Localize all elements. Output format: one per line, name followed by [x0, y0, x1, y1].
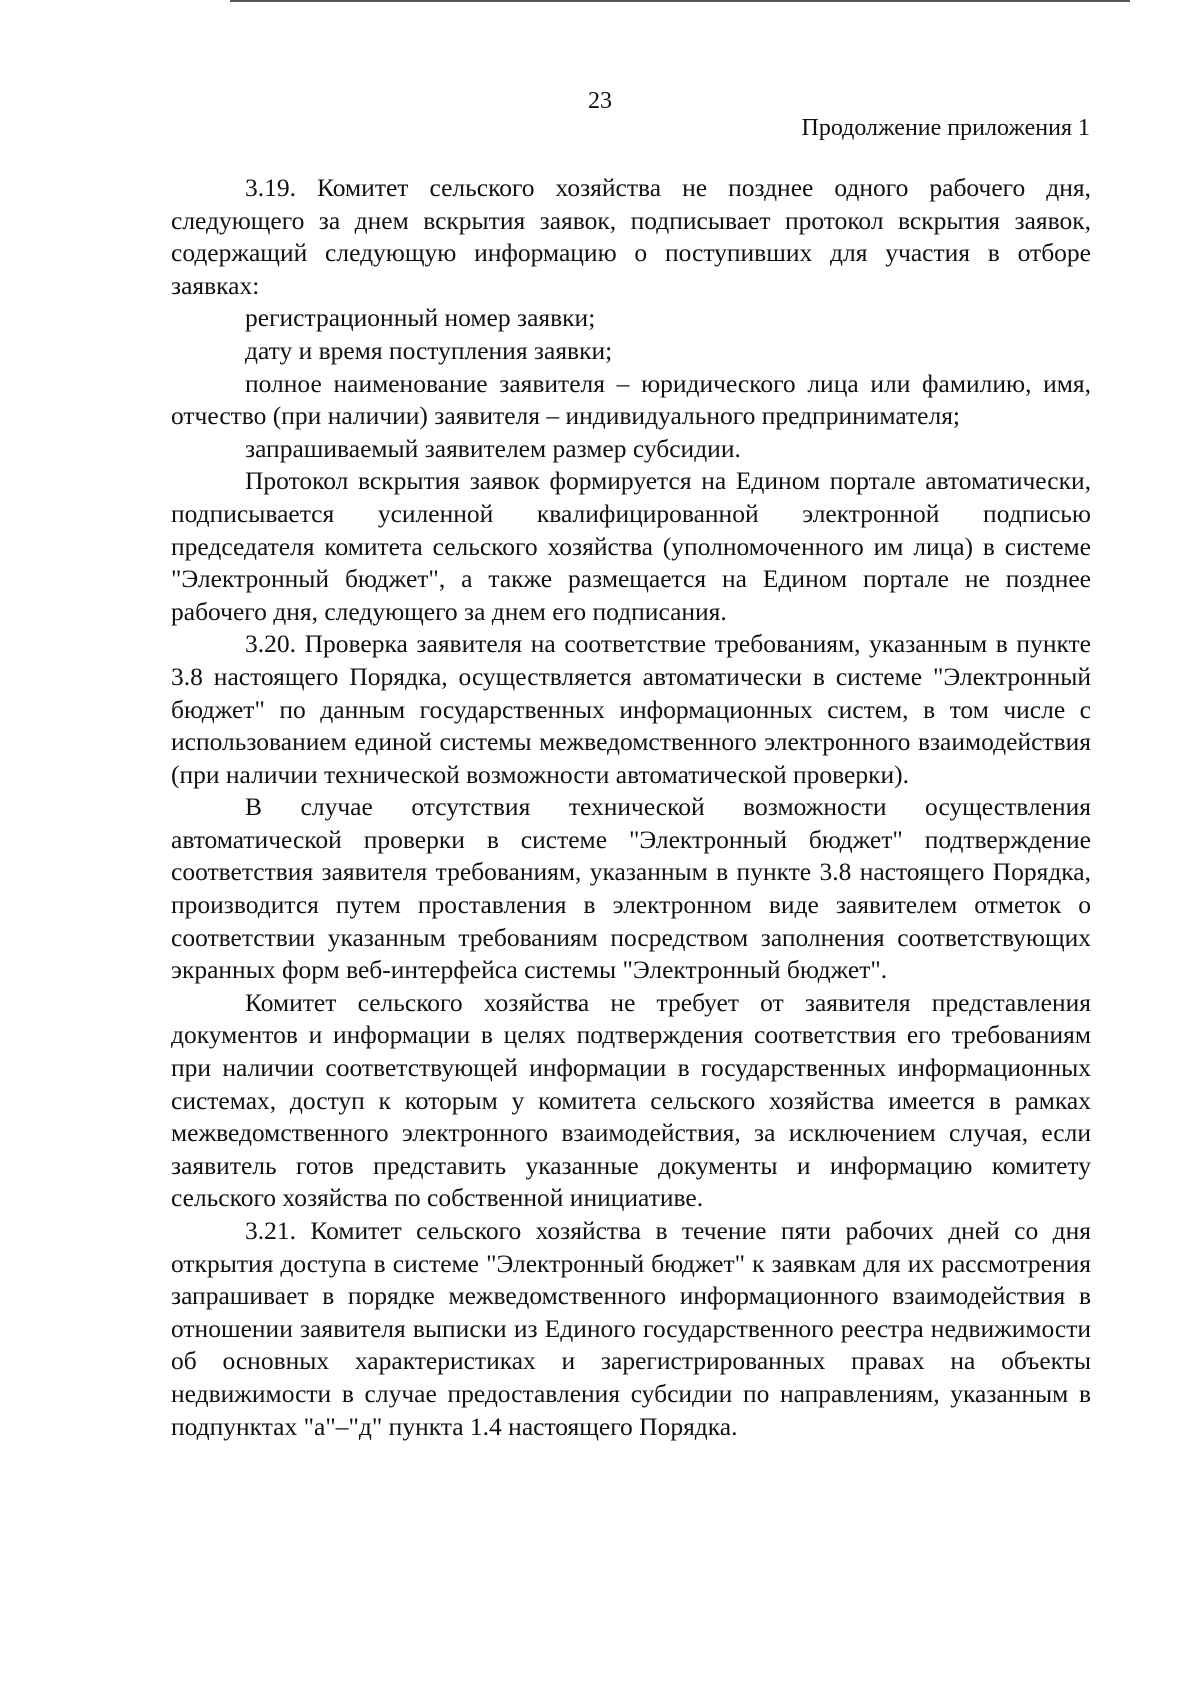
- paragraph-committee-not-require: Комитет сельского хозяйства не требует от заявителя представления документов и информации в целях подтверждения соответствия его требованиям при наличии соответствующей информации в государственных информационных системах, доступ к которым у комитета сельского хозяйства имеется в рамках межведомственного электронного взаимодействия, за исключением случая, если заявитель готов представить указанные документы и информацию комитету сельского хозяйства по собственной инициативе.: [171, 987, 1091, 1213]
- top-scan-edge: [230, 0, 1130, 2]
- page-number: 23: [588, 88, 612, 114]
- list-item-applicant-name: полное наименование заявителя – юридического лица или фамилию, имя, отчество (при наличии) заявителя – индивидуального предпринимателя;: [171, 368, 1091, 431]
- paragraph-protocol: Протокол вскрытия заявок формируется на Едином портале автоматически, подписывается усиленной квалифицированной электронной подписью председателя комитета сельского хозяйства (уполномоченного им лица) в системе "Электронный бюджет", а также размещается на Едином портале не позднее рабочего дня, следующего за днем его подписания.: [171, 466, 1091, 626]
- paragraph-3-20: 3.20. Проверка заявителя на соответствие требованиям, указанным в пункте 3.8 настоящего Порядка, осуществляется автоматически в системе "Электронный бюджет" по данным государственных информационных систем, в том числе с использованием единой системы межведомственного электронного взаимодействия (при наличии технической возможности автоматической проверки).: [171, 629, 1091, 789]
- paragraph-3-21: 3.21. Комитет сельского хозяйства в течение пяти рабочих дней со дня открытия доступа в системе "Электронный бюджет" к заявкам для их рассмотрения запрашивает в порядке межведомственного информационного взаимодействия в отношении заявителя выписки из Единого государственного реестра недвижимости об основных характеристиках и зарегистрированных правах на объекты недвижимости в случае предоставления субсидии по направлениям, указанным в подпунктах "а"–"д" пункта 1.4 настоящего Порядка.: [171, 1216, 1091, 1441]
- list-item-registration-number: регистрационный номер заявки;: [245, 303, 596, 333]
- appendix-continuation-note: Продолжение приложения 1: [801, 115, 1090, 141]
- paragraph-no-technical-possibility: В случае отсутствия технической возможности осуществления автоматической проверки в системе "Электронный бюджет" подтверждение соответствия заявителя требованиям, указанным в пункте 3.8 настоящего Порядка, производится путем проставления в электронном виде заявителем отметок о соответствии указанным требованиям посредством заполнения соответствующих экранных форм веб-интерфейса системы "Электронный бюджет".: [171, 792, 1091, 985]
- paragraph-3-19: 3.19. Комитет сельского хозяйства не позднее одного рабочего дня, следующего за днем вскрытия заявок, подписывает протокол вскрытия заявок, содержащий следующую информацию о поступивших для участия в отборе заявках:: [171, 173, 1091, 300]
- list-item-date-time: дату и время поступления заявки;: [245, 335, 613, 365]
- list-item-subsidy-amount: запрашиваемый заявителем размер субсидии.: [245, 433, 741, 463]
- document-body: [171, 172, 1091, 1443]
